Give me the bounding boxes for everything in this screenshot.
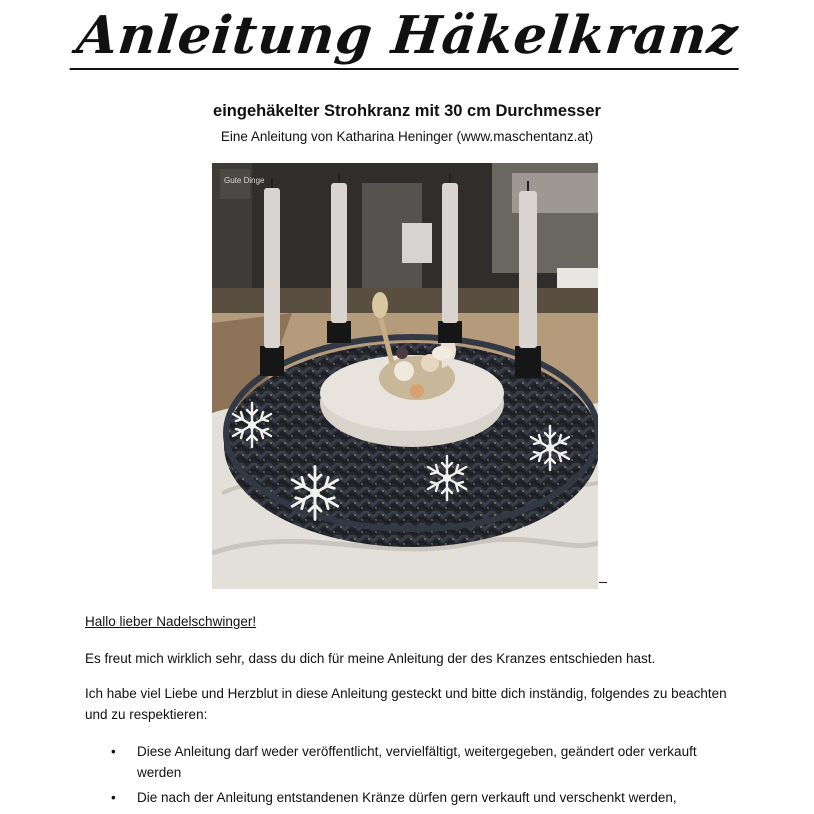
list-item-text: Diese Anleitung darf weder veröffentlicht, vervielfältigt, weitergegeben, geändert oder verkauft werden	[137, 744, 697, 780]
text-cursor-mark	[599, 582, 607, 583]
wreath-photo	[212, 163, 598, 589]
paragraph-1: Es freut mich wirklich sehr, dass du dich für meine Anleitung der des Kranzes entschieden hast.	[85, 651, 656, 666]
author-line: Eine Anleitung von Katharina Heninger (www.maschentanz.at)	[220, 129, 594, 144]
bullet-icon: •	[111, 744, 116, 759]
title-wrap	[0, 4, 814, 70]
rules-list	[85, 741, 735, 812]
document-subtitle: eingehäkelter Strohkranz mit 30 cm Durchmesser	[213, 102, 601, 120]
list-item	[85, 741, 735, 783]
sign-text: Gute Dinge	[224, 176, 265, 185]
list-item	[85, 787, 735, 808]
bullet-icon: •	[111, 790, 116, 805]
document-title: Anleitung Häkelkranz	[69, 4, 745, 70]
greeting: Hallo lieber Nadelschwinger!	[85, 614, 257, 629]
paragraph-2: Ich habe viel Liebe und Herzblut in diese Anleitung gesteckt und bitte dich inständig, folgendes zu beachten und zu respektieren:	[85, 686, 727, 722]
list-item-text: Die nach der Anleitung entstandenen Kränze dürfen gern verkauft und verschenkt werden,	[137, 790, 677, 805]
wreath-photo-illustration	[212, 163, 598, 589]
